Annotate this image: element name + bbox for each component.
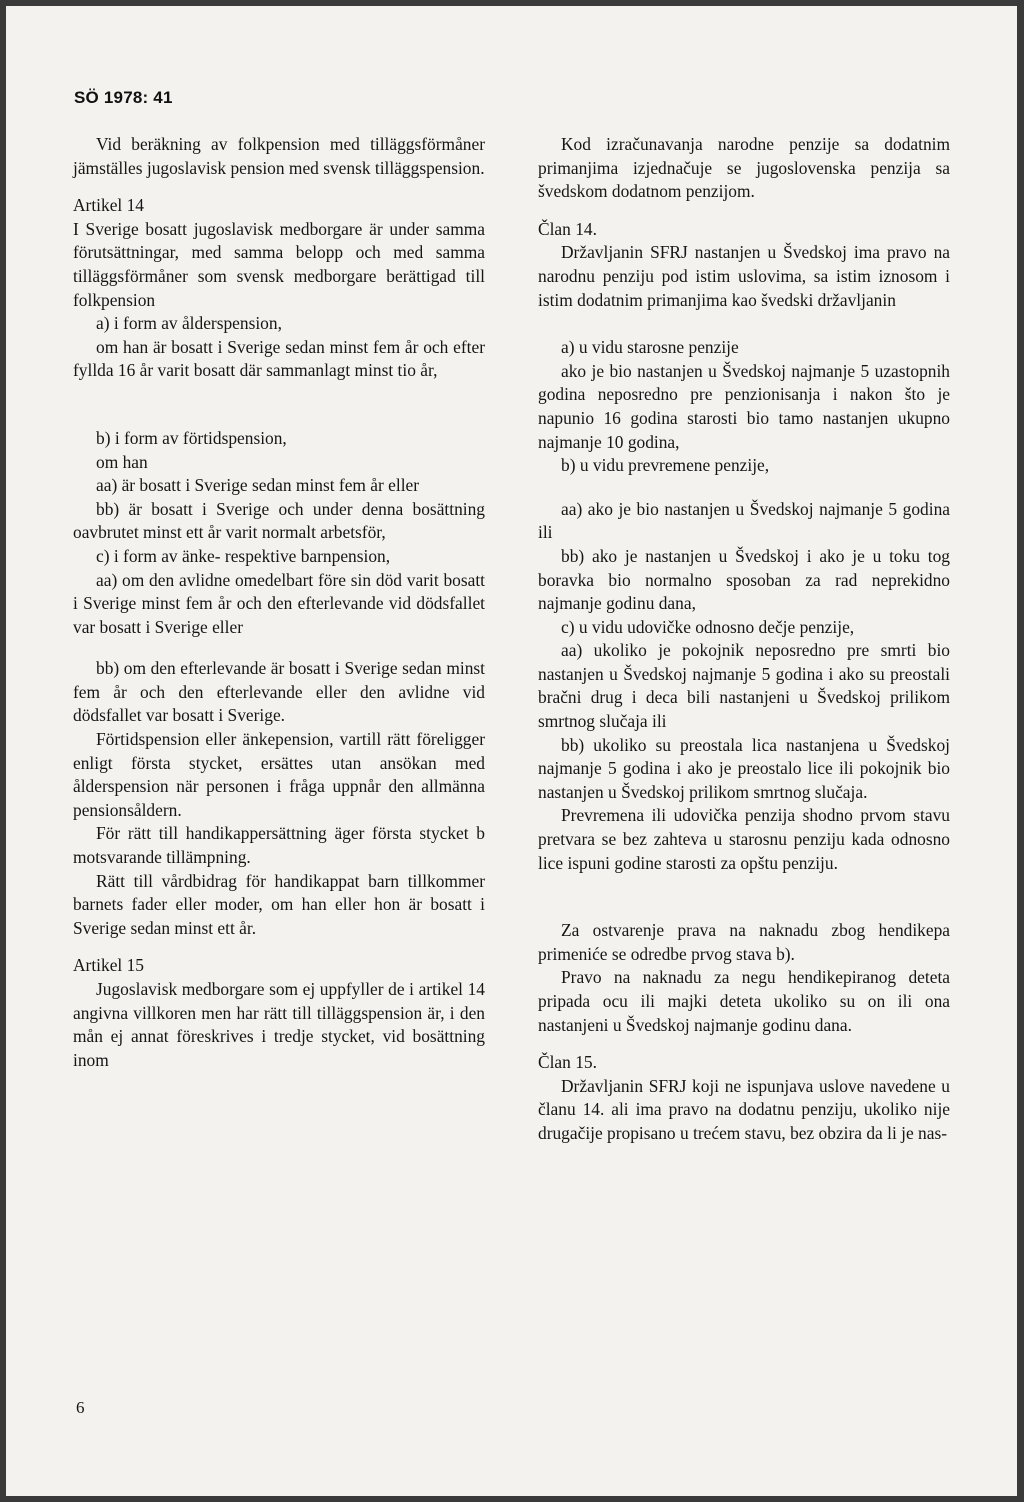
swedish-paragraph-0: Vid beräkning av folkpension med tilläggsförmåner jämställes jugoslavisk pension med svensk tilläggspension.: [73, 134, 485, 178]
swedish-paragraph-9: c) i form av änke- respektive barnpension,: [96, 545, 391, 566]
swedish-paragraph-11: bb) om den efterlevande är bosatt i Sverige sedan minst fem år och den efterlevande eller den avlidne vid dödsfallet var bosatt i Sverige.: [73, 658, 485, 726]
swedish-paragraph-10: aa) om den avlidne omedelbart före sin död varit bosatt i Sverige minst fem år och den efterlevande vid dödsfallet var bosatt i Sverige eller: [73, 569, 485, 637]
swedish-paragraph-7: aa) är bosatt i Sverige sedan minst fem år eller: [96, 475, 420, 496]
swedish-paragraph-1: Artikel 14: [73, 195, 144, 216]
serbo-croatian-paragraph-11: Prevremena ili udovička penzija shodno prvom stavu pretvara se bez zahteva u starosnu penziju kada odnosno lice ispuni godine starosti za opštu penziju.: [538, 805, 950, 873]
serbo-croatian-paragraph-14: Član 15.: [538, 1052, 597, 1073]
serbo-croatian-paragraph-0: Kod izračunavanja narodne penzije sa dodatnim primanjima izjednačuje se jugoslovenska penzija sa švedskom dodatnom penzijom.: [538, 134, 950, 202]
serbo-croatian-paragraph-6: aa) ako je bio nastanjen u Švedskoj najmanje 5 godina ili: [538, 498, 950, 543]
serbo-croatian-paragraph-12: Za ostvarenje prava na naknadu zbog hendikepa primeniće se odredbe prvog stava b).: [538, 920, 950, 964]
swedish-paragraph-15: Artikel 15: [73, 955, 144, 976]
document-reference: SÖ 1978: 41: [74, 88, 173, 107]
serbo-croatian-paragraph-15: Državljanin SFRJ koji ne ispunjava uslove navedene u članu 14. ali ima pravo na dodatnu penziju, ukoliko nije drugačije propisano u trećem stavu, bez obzira da li je nas-: [538, 1075, 950, 1143]
document-page: [6, 6, 1017, 1496]
serbo-croatian-paragraph-4: ako je bio nastanjen u Švedskoj najmanje 5 uzastopnih godina neposredno pre penzionisanja i nakon što je napunio 16 godina starosti bio tamo nastanjen ukupno najmanje 10 godina,: [538, 360, 950, 452]
swedish-paragraph-16: Jugoslavisk medborgare som ej uppfyller de i artikel 14 angivna villkoren men har rätt till tilläggspension är, i den mån ej annat föreskrives i tredje stycket, vid bosättning inom: [73, 979, 485, 1070]
swedish-paragraph-6: om han: [96, 451, 148, 472]
serbo-croatian-text-column: [538, 133, 950, 1146]
serbo-croatian-paragraph-9: aa) ukoliko je pokojnik neposredno pre smrti bio nastanjen u Švedskoj najmanje 5 godina i ako su preostali bračni drug i deca bili nastanjeni u Švedskoj prilikom smrtnog slučaja ili: [538, 640, 950, 732]
serbo-croatian-paragraph-2: Državljanin SFRJ nastanjen u Švedskoj ima pravo na narodnu penziju pod istim uslovima, sa istim iznosom i istim dodatnim primanjima kao švedski državljanin: [538, 242, 950, 310]
swedish-paragraph-13: För rätt till handikappersättning äger första stycket b motsvarande tillämpning.: [73, 823, 485, 868]
swedish-paragraph-3: a) i form av ålderspension,: [96, 313, 282, 334]
swedish-text-column: [73, 133, 485, 1072]
serbo-croatian-paragraph-10: bb) ukoliko su preostala lica nastanjena u Švedskoj najmanje 5 godina i ako je preostalo lice ili pokojnik bio nastanjen u Švedskoj prilikom smrtnog slučaja.: [538, 734, 950, 802]
page-number: 6: [76, 1398, 85, 1417]
serbo-croatian-paragraph-8: c) u vidu udovičke odnosno dečje penzije,: [561, 616, 855, 637]
serbo-croatian-paragraph-7: bb) ako je nastanjen u Švedskoj i ako je u toku tog boravka bio normalno sposoban za rad neprekidno najmanje godinu dana,: [538, 545, 950, 614]
swedish-paragraph-12: Förtidspension eller änkepension, vartill rätt föreligger enligt första stycket, ersättes utan ansökan med ålderspension när personen i fråga uppnår den allmänna pensionsåldern.: [73, 729, 485, 820]
serbo-croatian-paragraph-5: b) u vidu prevremene penzije,: [561, 455, 770, 476]
serbo-croatian-paragraph-13: Pravo na naknadu za negu hendikepiranog deteta pripada ocu ili majki deteta ukoliko su on ili ona nastanjeni u Švedskoj najmanje godinu dana.: [538, 967, 950, 1035]
serbo-croatian-paragraph-3: a) u vidu starosne penzije: [561, 337, 739, 358]
swedish-paragraph-14: Rätt till vårdbidrag för handikappat barn tillkommer barnets fader eller moder, om han eller hon är bosatt i Sverige sedan minst ett år.: [73, 870, 485, 938]
swedish-paragraph-2: I Sverige bosatt jugoslavisk medborgare är under samma förutsättningar, med samma belopp och med samma tilläggsförmåner som svensk medborgare berättigad till folkpension: [73, 218, 485, 310]
serbo-croatian-paragraph-1: Član 14.: [538, 218, 597, 239]
swedish-paragraph-4: om han är bosatt i Sverige sedan minst fem år och efter fyllda 16 år varit bosatt där sammanlagt minst tio år,: [73, 336, 485, 381]
swedish-paragraph-5: b) i form av förtidspension,: [96, 427, 287, 448]
swedish-paragraph-8: bb) är bosatt i Sverige och under denna bosättning oavbrutet minst ett år varit normalt arbetsför,: [73, 498, 485, 543]
